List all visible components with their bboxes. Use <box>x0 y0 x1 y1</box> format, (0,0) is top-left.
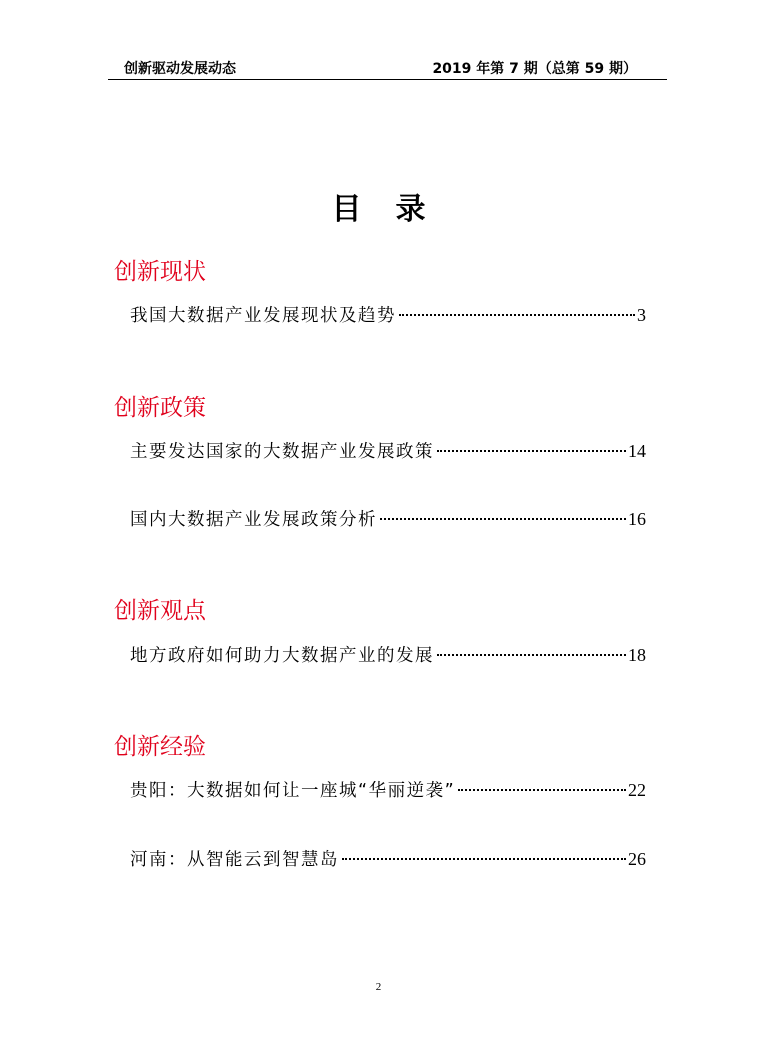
toc-title: 目录 <box>331 192 460 227</box>
toc-entry-title: 贵阳：大数据如何让一座城“华丽逆袭” <box>130 781 456 801</box>
toc-entry-page: 22 <box>628 780 646 800</box>
toc-entry-title: 地方政府如何助力大数据产业的发展 <box>130 646 434 666</box>
toc-entry-page: 3 <box>637 305 646 325</box>
section-heading-innovation-experience: 创新经验 <box>114 734 206 760</box>
dot-leader <box>458 789 626 791</box>
dot-leader <box>342 858 626 860</box>
toc-entry-page: 26 <box>628 849 646 869</box>
dot-leader <box>437 654 626 656</box>
toc-entry[interactable] <box>130 438 646 463</box>
section-heading-innovation-status: 创新现状 <box>114 259 206 285</box>
toc-entry-page: 18 <box>628 645 646 665</box>
page-number: 2 <box>375 981 382 993</box>
toc-entry-title: 河南：从智能云到智慧岛 <box>130 850 339 870</box>
section-heading-innovation-policy: 创新政策 <box>114 395 206 421</box>
toc-entry-page: 14 <box>628 441 646 461</box>
toc-entry-title: 国内大数据产业发展政策分析 <box>130 510 377 530</box>
toc-entry[interactable] <box>130 506 646 531</box>
toc-entry-title: 我国大数据产业发展现状及趋势 <box>130 306 396 326</box>
section-heading-innovation-viewpoints: 创新观点 <box>114 598 206 624</box>
toc-entry-page: 16 <box>628 509 646 529</box>
toc-entry[interactable] <box>130 777 646 802</box>
header-issue-info: 2019 年第 7 期（总第 59 期） <box>432 61 637 77</box>
dot-leader <box>437 450 626 452</box>
toc-entry[interactable] <box>130 302 646 327</box>
dot-leader <box>399 314 635 316</box>
header-divider <box>108 79 667 80</box>
dot-leader <box>380 518 626 520</box>
toc-entry[interactable] <box>130 846 646 871</box>
header-publication-name: 创新驱动发展动态 <box>124 61 236 77</box>
toc-entry[interactable] <box>130 642 646 667</box>
toc-entry-title: 主要发达国家的大数据产业发展政策 <box>130 442 434 462</box>
